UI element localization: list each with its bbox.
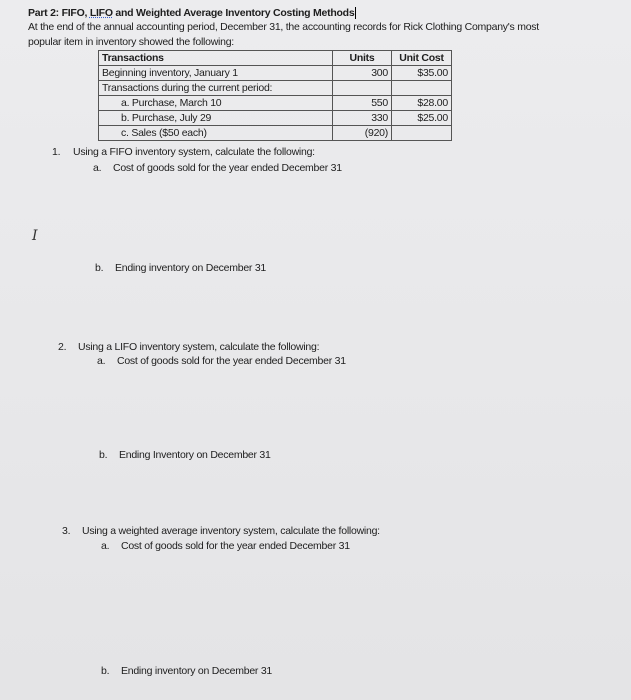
- question-3b-text: Ending inventory on December 31: [121, 665, 273, 677]
- row-cost: $25.00: [392, 111, 452, 126]
- table-row: [99, 126, 452, 141]
- row-cost: $35.00: [392, 66, 452, 81]
- row-label: Transactions during the current period:: [99, 81, 333, 96]
- intro-line-1: At the end of the annual accounting period, December 31, the accounting records for Rick Clothing Company's most: [28, 21, 539, 33]
- table-row: [99, 96, 452, 111]
- row-units: 330: [333, 111, 392, 126]
- row-units: 550: [333, 96, 392, 111]
- table-row: [99, 111, 452, 126]
- question-3a-letter: a.: [101, 540, 110, 552]
- row-units: (920): [333, 126, 392, 141]
- title-part: Part 2: FIFO,: [28, 7, 90, 19]
- question-1-number: 1.: [52, 146, 61, 158]
- row-label: Beginning inventory, January 1: [99, 66, 333, 81]
- question-3-number: 3.: [62, 525, 71, 537]
- row-label: c. Sales ($50 each): [99, 126, 333, 141]
- row-label: a. Purchase, March 10: [99, 96, 333, 111]
- title-part: and Weighted Average Inventory Costing Methods: [112, 7, 355, 19]
- header-transactions: Transactions: [99, 51, 333, 66]
- header-units: Units: [333, 51, 392, 66]
- table-row: [99, 66, 452, 81]
- row-units: 300: [333, 66, 392, 81]
- question-2-number: 2.: [58, 341, 67, 353]
- question-2b-text: Ending Inventory on December 31: [119, 449, 271, 461]
- question-3a-text: Cost of goods sold for the year ended December 31: [121, 540, 350, 552]
- question-3-text: Using a weighted average inventory system, calculate the following:: [82, 525, 380, 537]
- question-3b-letter: b.: [101, 665, 110, 677]
- title-lifo: LIFO: [89, 7, 113, 19]
- intro-line-2: popular item in inventory showed the following:: [28, 36, 234, 48]
- question-2b-letter: b.: [99, 449, 108, 461]
- row-label: b. Purchase, July 29: [99, 111, 333, 126]
- header-unit-cost: Unit Cost: [392, 51, 452, 66]
- row-cost: $28.00: [392, 96, 452, 111]
- row-units: [333, 81, 392, 96]
- question-1-text: Using a FIFO inventory system, calculate the following:: [73, 146, 315, 158]
- question-2a-text: Cost of goods sold for the year ended December 31: [117, 355, 346, 367]
- question-2-text: Using a LIFO inventory system, calculate the following:: [78, 341, 320, 353]
- row-cost: [392, 126, 452, 141]
- question-1a-letter: a.: [93, 162, 102, 174]
- question-2a-letter: a.: [97, 355, 106, 367]
- page-title: [28, 7, 356, 19]
- transactions-table: [98, 50, 452, 141]
- question-1a-text: Cost of goods sold for the year ended December 31: [113, 162, 342, 174]
- text-cursor-icon: I: [32, 228, 38, 244]
- question-1b-letter: b.: [95, 262, 104, 274]
- text-caret: [355, 7, 356, 19]
- table-row: [99, 81, 452, 96]
- table-header-row: [99, 51, 452, 66]
- row-cost: [392, 81, 452, 96]
- question-1b-text: Ending inventory on December 31: [115, 262, 267, 274]
